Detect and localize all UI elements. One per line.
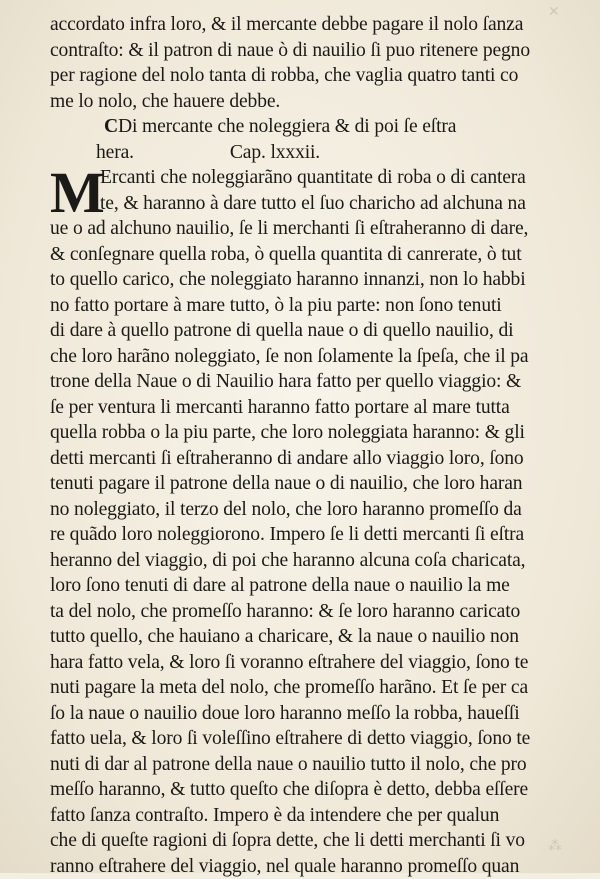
chapter-heading-text: Di mercante che noleggiera & di poi ſe eſtra	[118, 116, 456, 137]
text-line: ſo la naue o nauilio doue loro haranno meſſo la robba, haueſſi	[50, 701, 575, 727]
text-line: me lo nolo, che hauere debbe.	[50, 89, 575, 115]
text-line: contraſto: & il patron di naue ò di nauilio ſi puo ritenere pegno	[50, 38, 575, 64]
text-line: fatto uela, & loro ſi voleſſino eſtrahere di detto viaggio, ſono te	[50, 726, 575, 752]
text-line: Ercanti che noleggiarãno quantitate di roba o di cantera	[100, 165, 575, 191]
text-line: che di queſte ragioni di ſopra dette, che li detti merchanti ſi vo	[50, 828, 575, 854]
text-line: quella robba o la piu parte, che loro noleggiata haranno: & gli	[50, 420, 575, 446]
text-line: te, & haranno à dare tutto el ſuo charicho ad alchuna na	[100, 191, 575, 217]
text-line: per ragione del nolo tanta di robba, che vaglia quatro tanti co	[50, 63, 575, 89]
opening-paragraph	[50, 165, 575, 242]
chapter-heading-text: hera.	[96, 142, 134, 163]
text-line: to quello carico, che noleggiato haranno innanzi, non lo habbi	[50, 267, 575, 293]
text-line: ta del nolo, che promeſſo haranno: & ſe loro haranno caricato	[50, 599, 575, 625]
text-block	[50, 12, 575, 879]
drop-initial: M	[50, 167, 105, 219]
text-line: ranno eſtrahere del viaggio, nel quale haranno promeſſo quan	[50, 854, 575, 879]
text-line: ſe per ventura li mercanti haranno fatto portare al mare tutta	[50, 395, 575, 421]
show-through-mark: ⁂	[548, 838, 562, 855]
paragraph-mark: C	[104, 116, 118, 137]
text-line: no noleggiato, il terzo del nolo, che loro haranno promeſſo da	[50, 497, 575, 523]
text-line: meſſo haranno, & tutto queſto che diſopra è detto, debba eſſere	[50, 777, 575, 803]
text-line: hara fatto vela, & loro ſi voranno eſtrahere del viaggio, ſono te	[50, 650, 575, 676]
text-line: accordato infra loro, & il mercante debbe pagare il nolo ſanza	[50, 12, 575, 38]
text-line: detti mercanti ſi eſtraheranno di andare allo viaggio loro, ſono	[50, 446, 575, 472]
text-line: fatto ſanza contraſto. Impero è da intendere che per qualun	[50, 803, 575, 829]
text-line: loro ſono tenuti di dare al patrone della naue o nauilio la me	[50, 573, 575, 599]
text-line: tenuti pagare il patrone della naue o di nauilio, che loro haran	[50, 471, 575, 497]
text-line: no fatto portare à mare tutto, ò la piu parte: non ſono tenuti	[50, 293, 575, 319]
chapter-heading-continued	[96, 140, 575, 166]
text-line: di dare à quello patrone di quella naue o di quello nauilio, di	[50, 318, 575, 344]
text-line: nuti di dar al patrone della naue o nauilio tutto il nolo, che pro	[50, 752, 575, 778]
text-line: nuti pagare la meta del nolo, che promeſſo harãno. Et ſe per ca	[50, 675, 575, 701]
text-line: heranno del viaggio, di poi che haranno alcuna coſa charicata,	[50, 548, 575, 574]
text-line: che loro harãno noleggiato, ſe non ſolamente la ſpeſa, che il pa	[50, 344, 575, 370]
text-line: ue o ad alchuno nauilio, ſe li merchanti ſi eſtraheranno di dare,	[50, 216, 575, 242]
text-line: tutto quello, che hauiano a charicare, & la naue o nauilio non	[50, 624, 575, 650]
text-line: trone della Naue o di Nauilio hara fatto per quello viaggio: &	[50, 369, 575, 395]
chapter-number: Cap. lxxxii.	[230, 140, 320, 166]
text-line: & conſegnare quella roba, ò quella quantita di canrerate, ò tut	[50, 242, 575, 268]
show-through-mark: ✕	[548, 4, 560, 21]
chapter-heading	[104, 114, 575, 140]
text-line: re quãdo loro noleggiorono. Impero ſe li detti mercanti ſi eſtra	[50, 522, 575, 548]
